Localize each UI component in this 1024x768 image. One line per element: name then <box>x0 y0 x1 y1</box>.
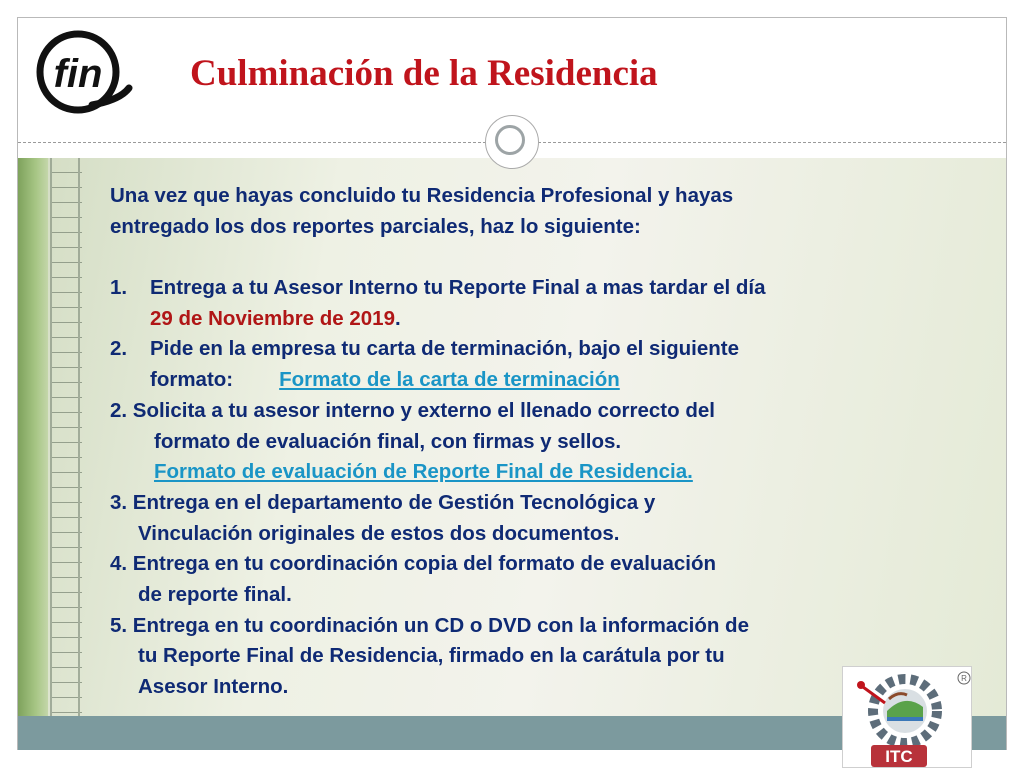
list-item-2-cont <box>110 365 970 396</box>
ladder-decoration <box>50 158 82 716</box>
itc-logo-text: ITC <box>885 747 913 766</box>
itc-logo-icon <box>842 666 972 768</box>
green-side-strip <box>18 158 48 716</box>
list-item-3-link-line <box>110 457 970 488</box>
list-item-4-cont: Vinculación originales de estos dos documentos. <box>138 521 620 545</box>
item-1-number: 1. <box>110 276 128 300</box>
list-item-1 <box>110 273 970 304</box>
slide-title: Culminación de la Residencia <box>190 53 658 94</box>
item-2-text: Pide en la empresa tu carta de terminación, bajo el siguiente <box>150 337 739 361</box>
list-item-6-cont: tu Reporte Final de Residencia, firmado en la carátula por tu <box>138 644 725 668</box>
fin-logo-text: fin <box>53 52 103 96</box>
formato-label: formato: <box>150 368 234 392</box>
list-item-3: 2. Solicita a tu asesor interno y externo el llenado correcto del <box>110 398 715 422</box>
circle-ornament-icon <box>485 115 539 169</box>
intro-line-1: Una vez que hayas concluido tu Residencia Profesional y hayas <box>110 184 734 207</box>
list-item-1-cont <box>110 304 970 335</box>
list-item-2 <box>110 334 970 365</box>
list-item-5-cont: de reporte final. <box>138 582 292 606</box>
list-item-6-cont-2: Asesor Interno. <box>138 675 289 698</box>
blank-line <box>110 242 970 273</box>
item-1-text: Entrega a tu Asesor Interno tu Reporte Final a mas tardar el día <box>150 276 766 300</box>
itc-registered-mark: R <box>961 674 967 683</box>
list-item-4: 3. Entrega en el departamento de Gestión Tecnológica y <box>110 490 656 514</box>
deadline-date: 29 de Noviembre de 2019 <box>150 306 395 330</box>
list-item-5: 4. Entrega en tu coordinación copia del formato de evaluación <box>110 552 717 576</box>
item-2-number: 2. <box>110 337 128 361</box>
item-1-period: . <box>395 306 401 330</box>
fin-logo-icon <box>28 30 134 114</box>
intro-line-2: entregado los dos reportes parciales, haz lo siguiente: <box>110 214 641 238</box>
evaluacion-reporte-link[interactable]: Formato de evaluación de Reporte Final de Residencia. <box>154 460 693 484</box>
carta-terminacion-link[interactable]: Formato de la carta de terminación <box>279 368 620 392</box>
list-item-6: 5. Entrega en tu coordinación un CD o DVD con la información de <box>110 613 749 637</box>
list-item-3-cont: formato de evaluación final, con firmas y sellos. <box>154 429 622 453</box>
slide-body <box>110 181 970 703</box>
